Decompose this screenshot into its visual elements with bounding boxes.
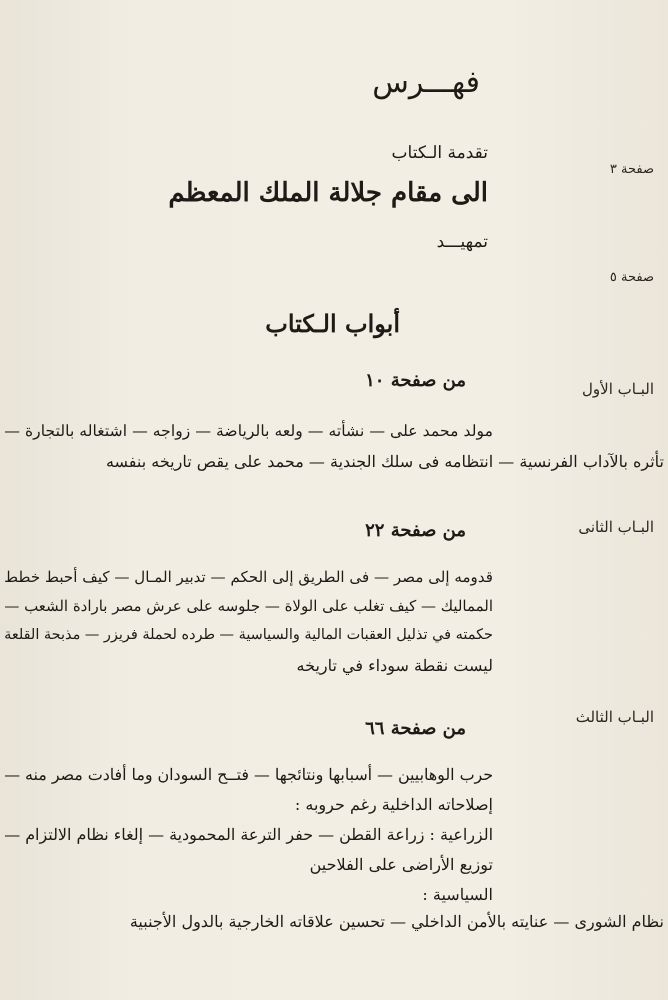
intro-label: تقدمة الـكتاب — [391, 143, 488, 163]
chapter-3-line-1: حرب الوهابيين — أسبابها ونتائجها — فتــح السودان وما أفادت مصر منه — — [4, 765, 493, 784]
chapter-2-page: من صفحة ٢٢ — [365, 520, 466, 541]
chapter-2-label: البـاب الثانى — [578, 518, 654, 536]
dedication-title: الى مقام جلالة الملك المعظم — [168, 178, 488, 208]
chapter-2-line-3: حكمته في تذليل العقبات المالية والسياسية — طرده لحملة فريزر — مذبحة القلعة — [4, 627, 493, 643]
chapter-3-line-6: نظام الشورى — عنايته بالأمن الداخلي — تحسين علاقاته الخارجية بالدول الأجنبية — [129, 912, 664, 931]
chapter-1-line-2: تأثره بالآداب الفرنسية — انتظامه فى سلك الجندية — محمد على يقص تاريخه بنفسه — [105, 452, 664, 471]
chapter-2-line-4: ليست نقطة سوداء في تاريخه — [296, 656, 493, 675]
chapter-1-line-1: مولد محمد على — نشأته — ولعه بالرياضة — زواجه — اشتغاله بالتجارة — — [4, 421, 493, 440]
chapter-3-page: من صفحة ٦٦ — [365, 718, 466, 739]
chapter-3-line-2: إصلاحاته الداخلية رغم حروبه : — [294, 795, 493, 814]
preface-page-ref: صفحة ٥ — [609, 270, 654, 285]
preface-label: تمهيـــد — [436, 232, 488, 252]
chapter-3-line-5: السياسية : — [422, 885, 493, 904]
page-title: فهـــرس — [372, 65, 480, 100]
chapter-3-label: البـاب الثالث — [575, 708, 654, 726]
chapter-3-line-3: الزراعية : زراعة القطن — حفر الترعة المحمودية — إلغاء نظام الالتزام — — [4, 825, 493, 844]
chapters-heading: أبواب الـكتاب — [265, 309, 400, 338]
chapter-2-line-2: المماليك — كيف تغلب على الولاة — جلوسه على عرش مصر بارادة الشعب — — [4, 597, 493, 615]
chapter-3-line-4: توزيع الأراضى على الفلاحين — [309, 855, 493, 874]
chapter-1-label: البـاب الأول — [582, 380, 654, 398]
intro-page-ref: صفحة ٣ — [609, 162, 654, 177]
chapter-2-line-1: قدومه إلى مصر — فى الطريق إلى الحكم — تدبير المـال — كيف أحبط خطط — [4, 568, 493, 586]
chapter-1-page: من صفحة ١٠ — [365, 370, 466, 391]
